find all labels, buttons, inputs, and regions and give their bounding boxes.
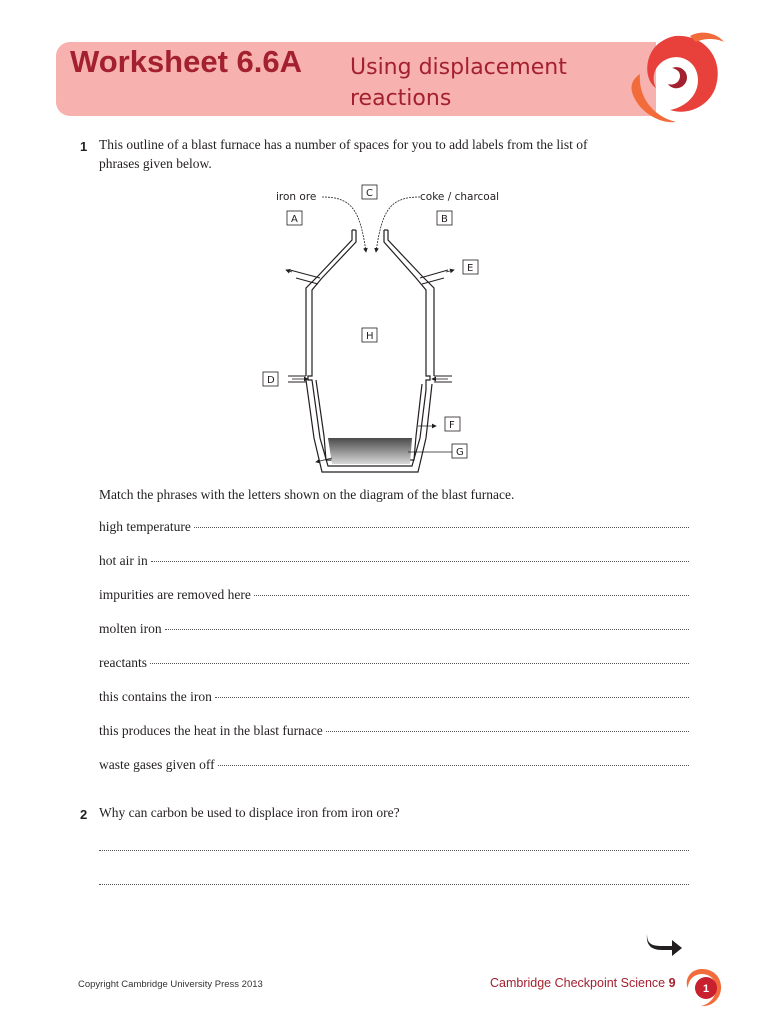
phrase-label: impurities are removed here: [99, 587, 251, 602]
question-2-number: 2: [80, 807, 88, 822]
series-number: 9: [668, 976, 676, 990]
coke-arrow: [376, 197, 420, 252]
subtitle-line-1: Using displacement: [350, 55, 567, 80]
phrase-row[interactable]: [99, 621, 689, 637]
worksheet-subtitle: [350, 52, 610, 114]
phrase-label: waste gases given off: [99, 757, 215, 772]
phrase-row[interactable]: [99, 689, 689, 705]
phrase-label: reactants: [99, 655, 147, 670]
phrase-row[interactable]: [99, 757, 689, 773]
phrase-row[interactable]: [99, 553, 689, 569]
iron-ore-label: iron ore: [276, 191, 317, 203]
iron-ore-arrow: [322, 197, 366, 252]
phrase-row[interactable]: [99, 655, 689, 671]
series-title: [490, 976, 676, 990]
phrase-label: high temperature: [99, 519, 191, 534]
answer-line[interactable]: [99, 884, 689, 885]
answer-dots[interactable]: [215, 696, 689, 698]
box-e: E: [467, 263, 474, 274]
box-f: F: [449, 420, 455, 431]
question-1-intro-line-1: This outline of a blast furnace has a number of spaces for you to add labels from the list of: [99, 137, 588, 152]
phrase-row[interactable]: [99, 519, 689, 535]
answer-dots[interactable]: [218, 764, 689, 766]
page-number: 1: [703, 983, 710, 995]
phrase-label: this contains the iron: [99, 689, 212, 704]
phrase-label: hot air in: [99, 553, 148, 568]
box-c: C: [366, 188, 373, 199]
continue-arrow-icon: [644, 930, 684, 958]
blast-furnace-diagram: [240, 180, 500, 480]
box-d: D: [267, 375, 275, 386]
molten-iron-fill: [328, 438, 412, 464]
phrase-label: molten iron: [99, 621, 162, 636]
answer-dots[interactable]: [194, 526, 689, 528]
answer-dots[interactable]: [254, 594, 689, 596]
coke-label: coke / charcoal: [420, 191, 500, 203]
answer-dots[interactable]: [165, 628, 689, 630]
subtitle-line-2: reactions: [350, 86, 452, 111]
question-1-intro-line-2: phrases given below.: [99, 156, 212, 171]
box-g: G: [456, 447, 464, 458]
answer-dots[interactable]: [151, 560, 689, 562]
question-1-intro: [99, 135, 588, 173]
box-a: A: [291, 214, 298, 225]
question-1-number: 1: [80, 139, 88, 154]
box-h: H: [366, 331, 374, 342]
swirl-logo-icon: [620, 24, 730, 134]
question-2-text: Why can carbon be used to displace iron from iron ore?: [99, 805, 400, 820]
phrase-row[interactable]: [99, 587, 689, 603]
furnace-inner-wall: [306, 230, 352, 376]
page-number-badge: [680, 966, 724, 1010]
answer-dots[interactable]: [150, 662, 689, 664]
question-1-instruction: Match the phrases with the letters shown on the diagram of the blast furnace.: [99, 487, 515, 502]
worksheet-title: Worksheet 6.6A: [70, 44, 303, 79]
answer-dots[interactable]: [326, 730, 689, 732]
phrase-label: this produces the heat in the blast furnace: [99, 723, 323, 738]
series-name: Cambridge Checkpoint Science: [490, 976, 666, 990]
phrase-row[interactable]: [99, 723, 689, 739]
copyright-text: Copyright Cambridge University Press 2013: [78, 979, 263, 990]
answer-line[interactable]: [99, 850, 689, 851]
box-b: B: [441, 214, 448, 225]
